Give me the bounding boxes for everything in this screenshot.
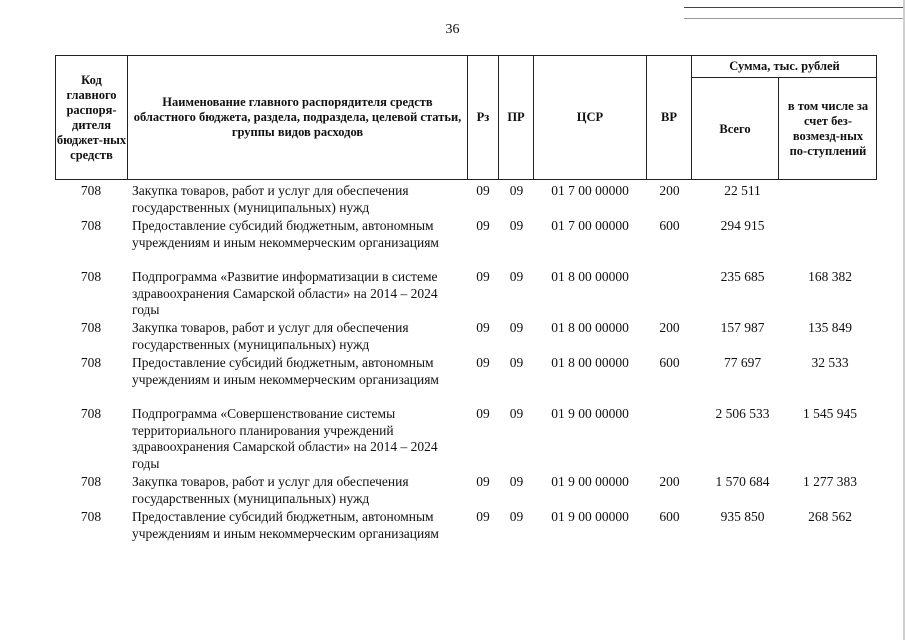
header-vr: ВР xyxy=(661,110,677,124)
cell-pr: 09 xyxy=(509,320,524,335)
cell-free: 268 562 xyxy=(808,509,852,524)
cell-code: 708 xyxy=(80,406,102,421)
cell-name: Предоставление субсидий бюджетным, автономным учреждениям и иным некоммерческим организациям xyxy=(132,355,439,387)
cell-code: 708 xyxy=(80,269,102,284)
cell-vr: 600 xyxy=(659,509,680,524)
cell-vr: 600 xyxy=(659,355,680,370)
cell-pr: 09 xyxy=(509,474,524,489)
cell-rz: 09 xyxy=(476,183,490,198)
cell-name: Предоставление субсидий бюджетным, автономным учреждениям и иным некоммерческим организациям xyxy=(132,509,439,541)
cell-vr: 200 xyxy=(659,474,680,489)
cell-free: 135 849 xyxy=(808,320,852,335)
cell-free: 168 382 xyxy=(808,269,852,284)
cell-rz: 09 xyxy=(476,269,490,284)
header-total: Всего xyxy=(719,121,751,136)
cell-total: 2 506 533 xyxy=(715,406,770,421)
cell-pr: 09 xyxy=(509,355,524,370)
cell-total: 294 915 xyxy=(720,218,765,233)
cell-free: 1 545 945 xyxy=(803,406,857,421)
cell-csr: 01 9 00 00000 xyxy=(551,474,629,489)
header-csr: ЦСР xyxy=(576,110,604,124)
header-name: Наименование главного распорядителя средств областного бюджета, раздела, подраздела, целевой статьи, группы видов расходов xyxy=(133,95,462,139)
table-header xyxy=(55,55,877,180)
cell-total: 22 511 xyxy=(724,183,761,198)
cell-total: 235 685 xyxy=(720,269,765,284)
cell-vr: 200 xyxy=(659,320,680,335)
cell-csr: 01 8 00 00000 xyxy=(551,320,629,335)
cell-code: 708 xyxy=(80,320,102,335)
cell-code: 708 xyxy=(80,218,102,233)
cell-csr: 01 7 00 00000 xyxy=(551,218,629,233)
header-rz: Рз xyxy=(476,110,490,124)
page-number: 36 xyxy=(445,22,460,37)
cell-code: 708 xyxy=(80,474,102,489)
cell-code: 708 xyxy=(80,509,102,524)
cell-total: 157 987 xyxy=(720,320,765,335)
cell-rz: 09 xyxy=(476,509,490,524)
cell-csr: 01 8 00 00000 xyxy=(551,269,629,284)
cell-rz: 09 xyxy=(476,320,490,335)
cell-total: 935 850 xyxy=(720,509,765,524)
cell-csr: 01 9 00 00000 xyxy=(551,406,629,421)
cell-code: 708 xyxy=(80,355,102,370)
cell-pr: 09 xyxy=(509,218,524,233)
cell-name: Закупка товаров, работ и услуг для обеспечения государственных (муниципальных) нужд xyxy=(132,320,409,352)
cell-pr: 09 xyxy=(509,509,524,524)
cell-pr: 09 xyxy=(509,406,524,421)
cell-rz: 09 xyxy=(476,355,490,370)
cell-name: Закупка товаров, работ и услуг для обеспечения государственных (муниципальных) нужд xyxy=(132,474,409,506)
cell-pr: 09 xyxy=(509,269,524,284)
cell-total: 1 570 684 xyxy=(715,474,770,489)
cell-free: 32 533 xyxy=(811,355,849,370)
cell-rz: 09 xyxy=(476,406,490,421)
cell-name: Подпрограмма «Совершенствование системы территориального планирования учреждений здравоохранения Самарской области» на 2014 – 2024 годы xyxy=(132,406,438,471)
top-rule-secondary xyxy=(684,18,904,19)
cell-rz: 09 xyxy=(476,218,490,233)
cell-name: Закупка товаров, работ и услуг для обеспечения государственных (муниципальных) нужд xyxy=(132,183,409,215)
cell-total: 77 697 xyxy=(723,355,762,370)
cell-vr: 200 xyxy=(659,183,680,198)
cell-rz: 09 xyxy=(476,474,490,489)
cell-pr: 09 xyxy=(509,183,524,198)
header-code: Код главного распоря-дителя бюджет-ных средств xyxy=(56,72,127,162)
cell-csr: 01 7 00 00000 xyxy=(551,183,629,198)
cell-code: 708 xyxy=(80,183,102,198)
cell-vr: 600 xyxy=(659,218,680,233)
cell-csr: 01 8 00 00000 xyxy=(551,355,629,370)
cell-name: Предоставление субсидий бюджетным, автономным учреждениям и иным некоммерческим организациям xyxy=(132,218,439,250)
cell-free: 1 277 383 xyxy=(803,474,857,489)
top-rule xyxy=(684,7,904,8)
header-pr: ПР xyxy=(507,110,525,124)
cell-name: Подпрограмма «Развитие информатизации в системе здравоохранения Самарской области» на 2014 – 2024 годы xyxy=(132,269,438,317)
cell-csr: 01 9 00 00000 xyxy=(551,509,629,524)
header-sum: Сумма, тыс. рублей xyxy=(729,58,840,73)
header-free: в том числе за счет без-возмезд-ных по-ступлений xyxy=(787,99,869,158)
